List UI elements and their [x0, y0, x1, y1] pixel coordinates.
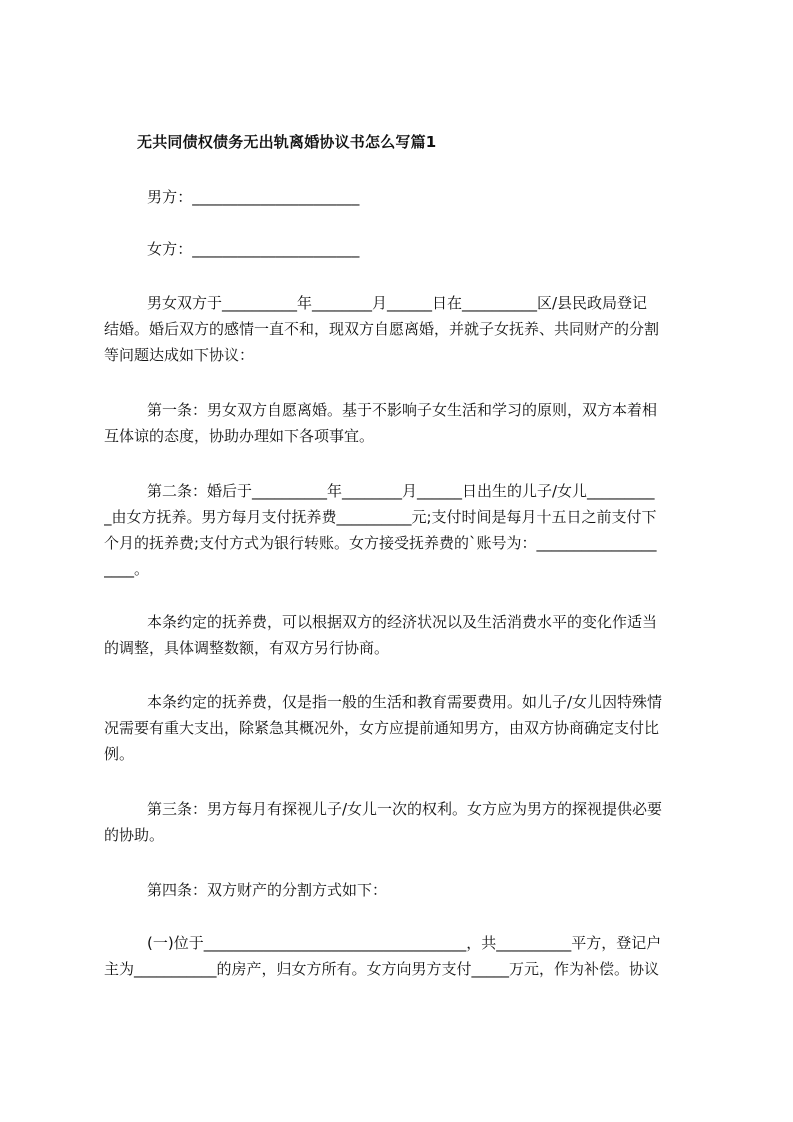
article-4-line-1: 第四条：双方财产的分割方式如下： [147, 881, 388, 899]
intro-line-3: 等问题达成如下协议： [104, 346, 255, 364]
document-title: 无共同债权债务无出轨离婚协议书怎么写篇1 [137, 133, 437, 151]
clause-adjust-paragraph [104, 609, 700, 661]
article-1-line-1: 第一条：男女双方自愿离婚。基于不影响子女生活和学习的原则，双方本着相 [147, 401, 658, 419]
clause-general-line-1: 本条约定的抚养费，仅是指一般的生活和教育需要费用。如儿子/女儿因特殊情 [147, 693, 663, 711]
clause-adjust-line-2: 的调整，具体调整数额，有双方另行协商。 [104, 639, 390, 657]
article-1-paragraph [104, 397, 700, 449]
article-4-paragraph [104, 877, 700, 903]
article-2-line-4: ____。 [104, 560, 150, 578]
item-1-paragraph [104, 930, 700, 982]
intro-line-2: 结婚。婚后双方的感情一直不和，现双方自愿离婚，并就子女抚养、共同财产的分割 [104, 320, 660, 338]
article-2-line-3: 个月的抚养费;支付方式为银行转账。女方接受抚养费的`账号为：________________ [104, 534, 657, 552]
item-1-line-2: 主为___________的房产，归女方所有。女方向男方支付_____万元，作为补偿。协议 [104, 960, 660, 978]
clause-general-line-2: 况需要有重大支出，除紧急其概况外，女方应提前通知男方，由双方协商确定支付比 [104, 719, 660, 737]
article-2-paragraph [104, 478, 700, 582]
male-party-line: 男方：______________________ [147, 188, 360, 206]
article-2-line-1: 第二条：婚后于__________年________月______日出生的儿子/女儿_________ [147, 482, 655, 500]
clause-adjust-line-1: 本条约定的抚养费，可以根据双方的经济状况以及生活消费水平的变化作适当 [147, 613, 658, 631]
clause-general-line-3: 例。 [104, 745, 135, 763]
article-3-line-1: 第三条：男方每月有探视儿子/女儿一次的权利。女方应为男方的探视提供必要 [147, 800, 663, 818]
intro-line-1: 男女双方于__________年________月______日在__________区/县民政局登记 [147, 294, 648, 312]
item-1-line-1: (一)位于___________________________________，共__________平方，登记户 [147, 934, 662, 952]
article-2-line-2: _由女方抚养。男方每月支付抚养费__________元;支付时间是每月十五日之前支付下 [104, 508, 657, 526]
female-party-line: 女方：______________________ [147, 240, 360, 258]
article-3-paragraph [104, 796, 700, 848]
intro-paragraph [104, 290, 700, 368]
article-1-line-2: 互体谅的态度，协助办理如下各项事宜。 [104, 427, 375, 445]
article-3-line-2: 的协助。 [104, 826, 165, 844]
clause-general-paragraph [104, 689, 700, 767]
